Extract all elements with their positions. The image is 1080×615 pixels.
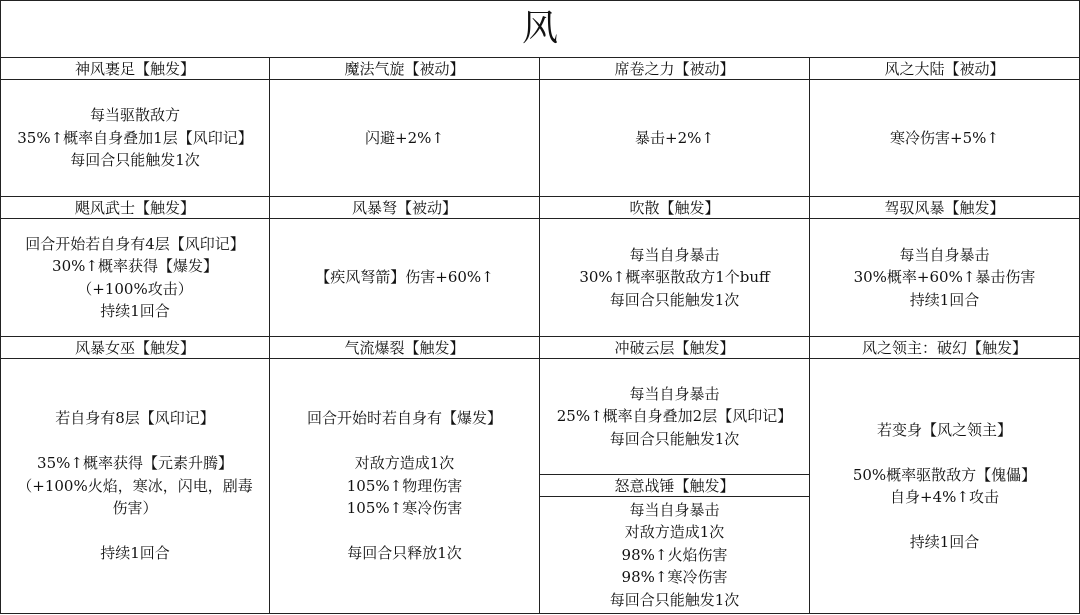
page-title: 风: [0, 0, 1080, 58]
skill-description: [540, 219, 810, 337]
description-line: 每回合只能触发1次: [70, 151, 200, 170]
description-line: 50%概率驱散敌方【傀儡】: [852, 465, 1037, 484]
skill-header: 风暴女巫【触发】: [0, 337, 270, 359]
description-line: 98%↑寒冷伤害: [621, 568, 728, 587]
description-line: 每当自身暴击: [899, 245, 990, 264]
skill-description: [810, 80, 1080, 197]
description-line: 每当自身暴击: [629, 245, 720, 264]
skill-description: [0, 359, 270, 614]
description-line: 30%↑概率驱散敌方1个buff: [579, 268, 770, 287]
skill-header: 神风裹足【触发】: [0, 58, 270, 80]
skill-header: 气流爆裂【触发】: [270, 337, 540, 359]
description-line: 每回合只能触发1次: [609, 590, 740, 609]
skill-header: 冲破云层【触发】: [540, 337, 810, 359]
skill-header: 驾驭风暴【触发】: [810, 197, 1080, 219]
skill-header: 风之领主：破幻【触发】: [810, 337, 1080, 359]
description-line: 25%↑概率自身叠加2层【风印记】: [556, 407, 793, 426]
description-line: 每当自身暴击: [629, 500, 720, 519]
skill-header: 怒意战锤【触发】: [540, 475, 810, 497]
skill-description: [270, 219, 540, 337]
description-line: 回合开始时若自身有【爆发】: [306, 409, 502, 428]
description-line: 35%↑概率自身叠加1层【风印记】: [17, 128, 253, 147]
skill-description: [270, 359, 540, 614]
description-line: 每回合只能触发1次: [609, 290, 740, 309]
skill-header: 吹散【触发】: [540, 197, 810, 219]
description-line: 35%↑概率获得【元素升腾】: [37, 454, 233, 473]
description-line: 伤害）: [112, 499, 158, 518]
description-line: 105%↑物理伤害: [346, 476, 463, 495]
skill-description: [540, 80, 810, 197]
description-line: 回合开始若自身有4层【风印记】: [25, 234, 245, 253]
description-line: 闪避+2%↑: [365, 128, 444, 147]
description-line: 持续1回合: [100, 544, 170, 563]
skill-header: 席卷之力【被动】: [540, 58, 810, 80]
description-line: 暴击+2%↑: [635, 128, 714, 147]
skill-description: [0, 80, 270, 197]
description-line: （+100%火焰，寒冰，闪电，剧毒: [17, 476, 253, 495]
description-line: 98%↑火焰伤害: [621, 545, 728, 564]
description-line: 持续1回合: [909, 290, 980, 309]
description-line: 每回合只释放1次: [347, 544, 462, 563]
description-line: 30%↑概率获得【爆发】: [52, 257, 218, 275]
description-line: 自身+4%↑攻击: [890, 488, 999, 506]
description-line: 每当驱散敌方: [89, 106, 180, 125]
description-line: 每回合只能触发1次: [609, 429, 740, 448]
skill-description: [540, 497, 810, 614]
description-line: 105%↑寒冷伤害: [346, 499, 463, 518]
skill-description: [810, 219, 1080, 337]
description-line: 【疾风弩箭】伤害+60%↑: [315, 268, 494, 287]
skill-description: [0, 219, 270, 337]
skill-description: [270, 80, 540, 197]
skill-description: [540, 359, 810, 475]
skill-header: 魔法气旋【被动】: [270, 58, 540, 80]
skill-header: 飓风武士【触发】: [0, 197, 270, 219]
description-line: 对敌方造成1次: [624, 523, 725, 542]
skill-header: 风之大陆【被动】: [810, 58, 1080, 80]
description-line: 对敌方造成1次: [354, 454, 455, 473]
skill-description: [810, 359, 1080, 614]
description-line: 若变身【风之领主】: [876, 420, 1012, 439]
description-line: 持续1回合: [909, 533, 980, 551]
description-line: 若自身有8层【风印记】: [55, 409, 215, 428]
description-line: 每当自身暴击: [629, 384, 720, 403]
description-line: （+100%攻击）: [77, 279, 193, 298]
description-line: 寒冷伤害+5%↑: [890, 128, 999, 147]
skill-header: 风暴弩【被动】: [270, 197, 540, 219]
description-line: 30%概率+60%↑暴击伤害: [853, 268, 1036, 287]
description-line: 持续1回合: [100, 302, 170, 320]
